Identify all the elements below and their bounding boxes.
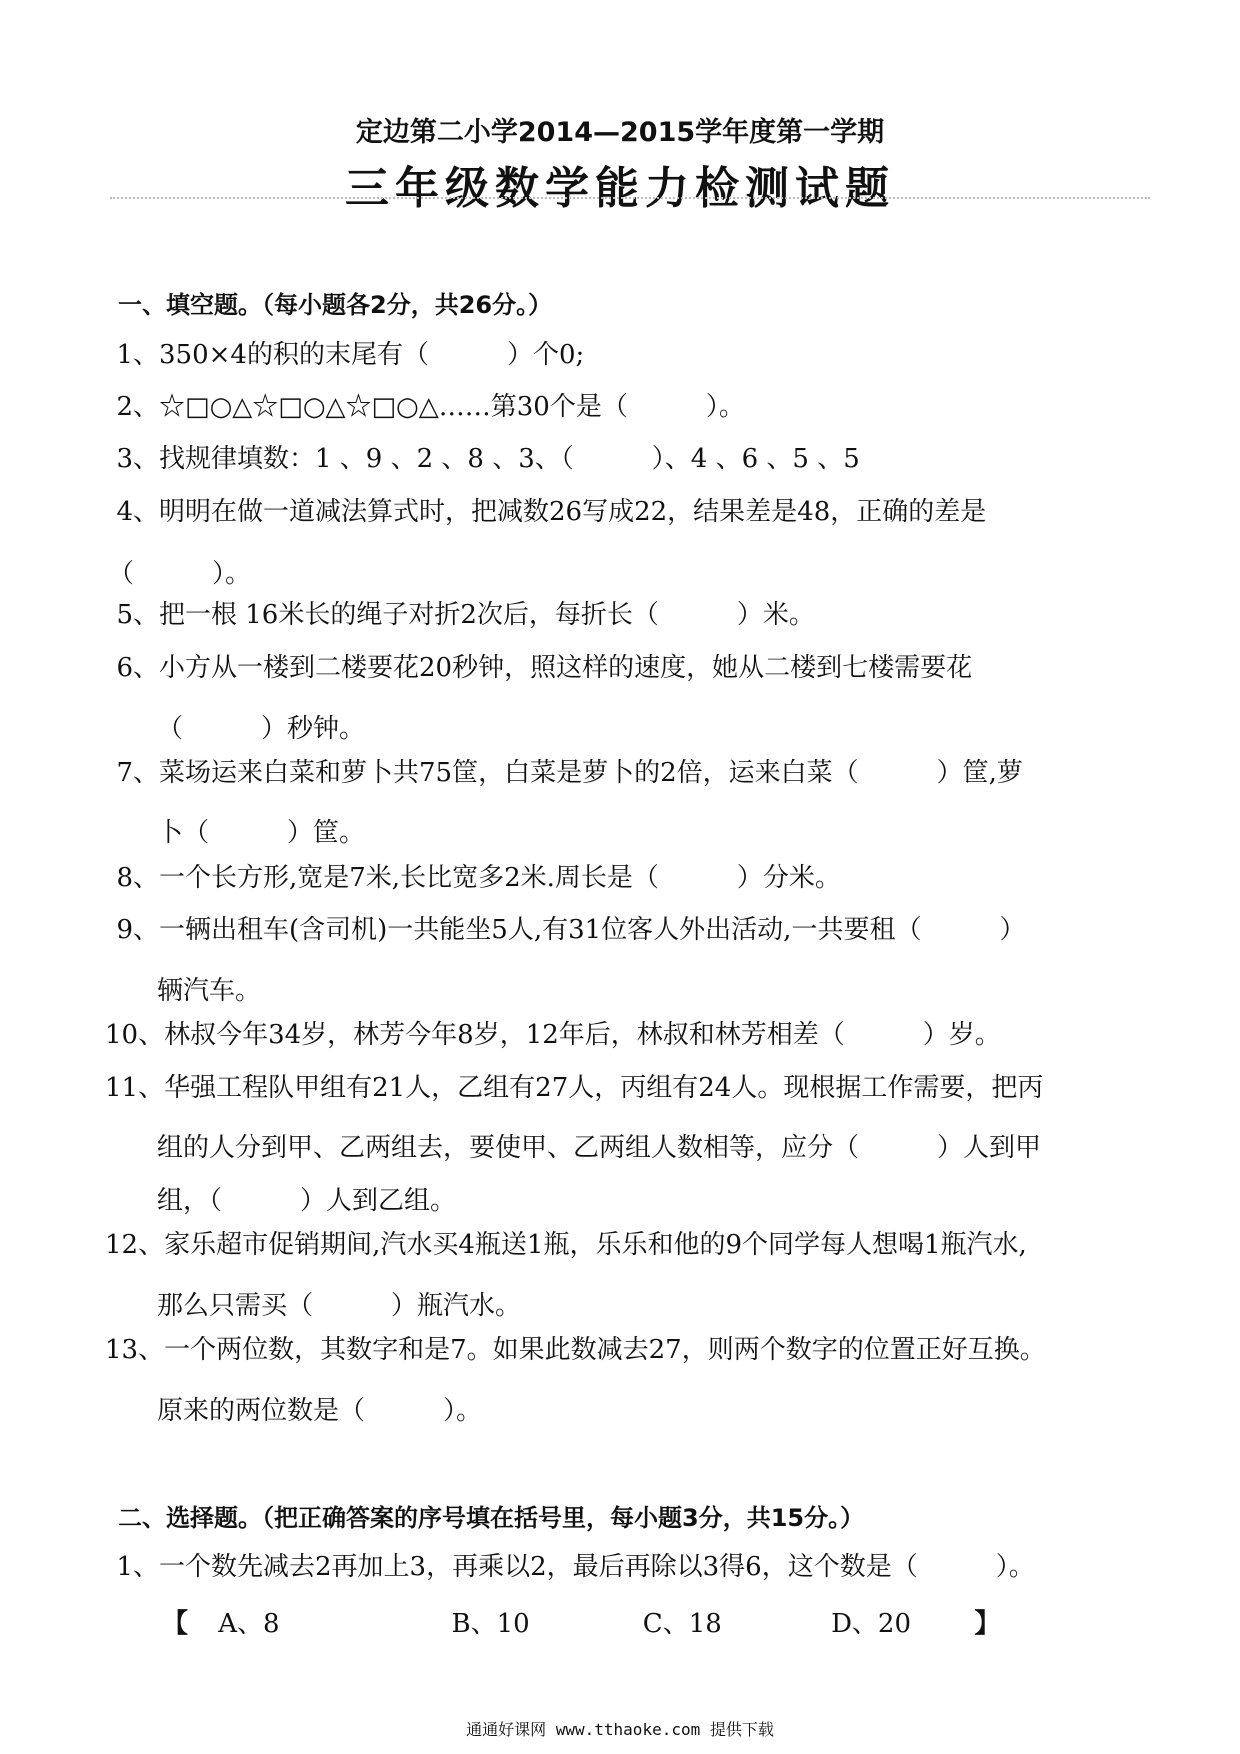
question-1-5 <box>105 590 815 640</box>
question-1-8 <box>105 853 841 903</box>
question-text: ☆□○△☆□○△☆□○△……第30个是（ ）。 <box>159 392 745 422</box>
title-divider <box>110 197 1150 199</box>
bracket-open: 【 <box>162 1609 189 1639</box>
question-1-11-cont: 组的人分到甲、乙两组去，要使甲、乙两组人数相等，应分（ ）人到甲 <box>157 1133 1042 1163</box>
question-1-2 <box>105 382 745 432</box>
question-2-1 <box>105 1542 1035 1592</box>
footer-source: 通通好课网 www.tthaoke.com 提供下载 <box>466 1720 774 1739</box>
question-number: 1、 <box>116 340 159 370</box>
question-number: 1、 <box>116 1552 159 1582</box>
question-1-1 <box>105 330 584 380</box>
section1-heading: 一、填空题。（每小题各2分，共26分。） <box>118 291 553 319</box>
question-1-12-cont: 那么只需买（ ）瓶汽水。 <box>157 1291 522 1321</box>
bracket-close: 】 <box>974 1609 1001 1639</box>
question-1-7 <box>105 748 1023 798</box>
question-1-4 <box>105 487 986 537</box>
question-1-9-cont: 辆汽车。 <box>157 976 262 1006</box>
question-number: 11、 <box>105 1073 165 1103</box>
exam-title: 三年级数学能力检测试题 <box>345 163 895 214</box>
question-text: 把一根 16米长的绳子对折2次后，每折长（ ）米。 <box>159 600 815 630</box>
question-1-10 <box>105 1010 1001 1060</box>
question-1-6 <box>105 643 972 693</box>
question-number: 6、 <box>116 653 159 683</box>
question-text: 家乐超市促销期间,汽水买4瓶送1瓶，乐乐和他的9个同学每人想喝1瓶汽水, <box>164 1230 1027 1260</box>
section2-heading: 二、选择题。（把正确答案的序号填在括号里，每小题3分，共15分。） <box>118 1504 865 1532</box>
choice-b: B、10 <box>451 1609 530 1639</box>
choice-c: C、18 <box>642 1609 722 1639</box>
choice-a: A、8 <box>218 1609 280 1639</box>
question-1-6-cont: （ ）秒钟。 <box>157 714 366 744</box>
question-number: 9、 <box>116 915 159 945</box>
question-text: 一个数先减去2再加上3，再乘以2，最后再除以3得6，这个数是（ ）。 <box>159 1552 1035 1582</box>
question-1-3 <box>105 434 860 484</box>
question-1-11 <box>105 1063 1043 1113</box>
question-1-11-cont2: 组，（ ）人到乙组。 <box>157 1186 457 1216</box>
question-text: 明明在做一道减法算式时，把减数26写成22，结果差是48，正确的差是 <box>159 497 987 527</box>
question-text: 一个两位数，其数字和是7。如果此数减去27，则两个数字的位置正好互换。 <box>164 1335 1046 1365</box>
question-text: 找规律填数：1 、9 、2 、8 、3、（ ）、4 、6 、5 、5 <box>159 444 860 474</box>
question-text: 小方从一楼到二楼要花20秒钟，照这样的速度，她从二楼到七楼需要花 <box>159 653 973 683</box>
choice-options <box>162 1603 1000 1640</box>
question-1-13-cont: 原来的两位数是（ ）。 <box>157 1396 483 1426</box>
question-number: 13、 <box>105 1335 165 1365</box>
question-number: 5、 <box>116 600 159 630</box>
question-number: 4、 <box>116 497 159 527</box>
question-text: 一个长方形,宽是7米,长比宽多2米.周长是（ ）分米。 <box>159 863 841 893</box>
question-text: 一辆出租车(含司机)一共能坐5人,有31位客人外出活动,一共要租（ ） <box>159 915 1026 945</box>
question-1-4-cont: （ ）。 <box>108 559 252 589</box>
question-text: 菜场运来白菜和萝卜共75筐，白菜是萝卜的2倍，运来白菜（ ）筐,萝 <box>159 758 1023 788</box>
question-number: 8、 <box>116 863 159 893</box>
question-text: 林叔今年34岁，林芳今年8岁，12年后，林叔和林芳相差（ ）岁。 <box>164 1020 1001 1050</box>
question-number: 12、 <box>105 1230 165 1260</box>
question-number: 3、 <box>116 444 159 474</box>
question-1-9 <box>105 905 1025 955</box>
question-text: 华强工程队甲组有21人，乙组有27人，丙组有24人。现根据工作需要，把丙 <box>164 1073 1044 1103</box>
question-text: 350×4的积的末尾有（ ）个0; <box>159 340 585 370</box>
question-1-13 <box>105 1325 1046 1375</box>
choice-d: D、20 <box>831 1609 911 1639</box>
question-number: 10、 <box>105 1020 165 1050</box>
question-number: 7、 <box>116 758 159 788</box>
question-1-7-cont: 卜（ ）筐。 <box>157 818 366 848</box>
question-number: 2、 <box>116 392 159 422</box>
question-1-12 <box>105 1220 1027 1270</box>
school-term-title: 定边第二小学2014—2015学年度第一学期 <box>355 117 885 148</box>
